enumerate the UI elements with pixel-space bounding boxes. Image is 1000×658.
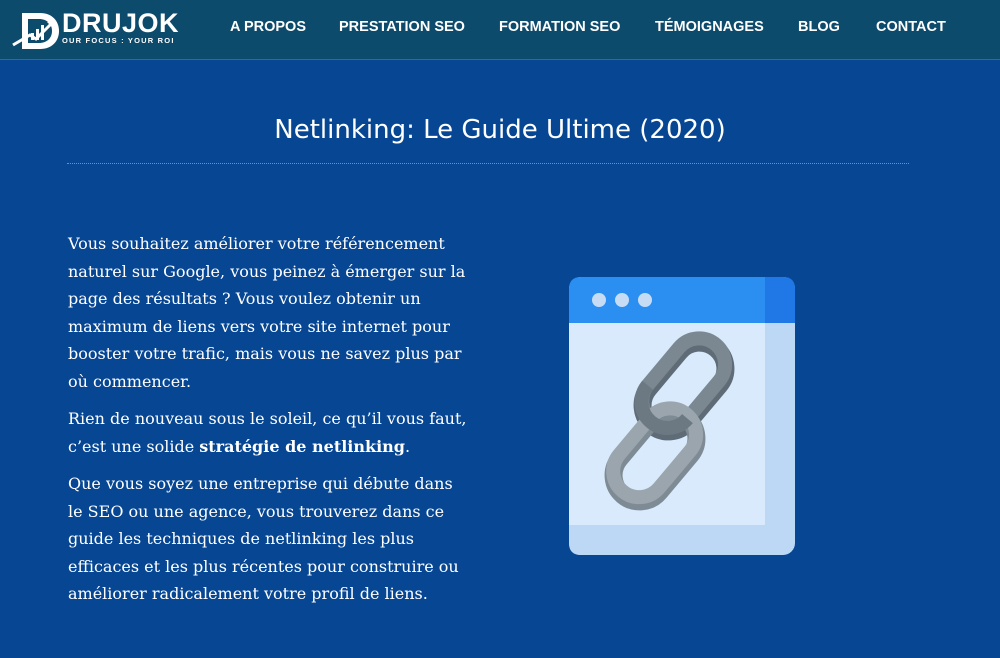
nav-item-blog[interactable]: BLOG (798, 19, 840, 35)
intro-paragraph-2 (68, 405, 468, 460)
nav-item-a-propos[interactable]: A PROPOS (230, 19, 307, 35)
title-divider (67, 163, 909, 164)
article-intro (68, 230, 468, 618)
chart-bars-icon (12, 11, 62, 51)
intro-paragraph-1: Vous souhaitez améliorer votre référencement naturel sur Google, vous peinez à émerger sur la page des résultats ? Vous voulez obtenir un maximum de liens vers votre site internet pour booster votre trafic, mais vous ne savez plus par où commencer. (68, 234, 466, 391)
paragraph-2-end: . (404, 436, 411, 456)
page-title: Netlinking: Le Guide Ultime (2020) (274, 115, 726, 145)
brand-tagline: OUR FOCUS : YOUR ROI (62, 36, 175, 45)
netlinking-strategy-emphasis: stratégie de netlinking (199, 436, 405, 456)
intro-paragraph-3: Que vous soyez une entreprise qui débute dans le SEO ou une agence, vous trouverez dans ce guide les techniques de netlinking les plus efficaces et les plus récentes pour construire ou améliorer radicalement votre profil de liens. (68, 474, 459, 603)
brand-name: DRUJOK (62, 8, 180, 38)
site-header (0, 0, 1000, 60)
browser-chain-link-icon (569, 277, 795, 555)
main-nav (200, 0, 1000, 60)
nav-item-formation-seo[interactable]: FORMATION SEO (499, 19, 621, 35)
paragraph-2-text: Rien de nouveau sous le soleil, ce qu’il vous faut, c’est une solide (68, 409, 467, 456)
nav-item-temoignages[interactable]: TÉMOIGNAGES (655, 19, 764, 35)
nav-item-contact[interactable]: CONTACT (876, 19, 946, 35)
logo-link[interactable] (12, 8, 184, 52)
nav-item-prestation-seo[interactable]: PRESTATION SEO (339, 19, 465, 35)
